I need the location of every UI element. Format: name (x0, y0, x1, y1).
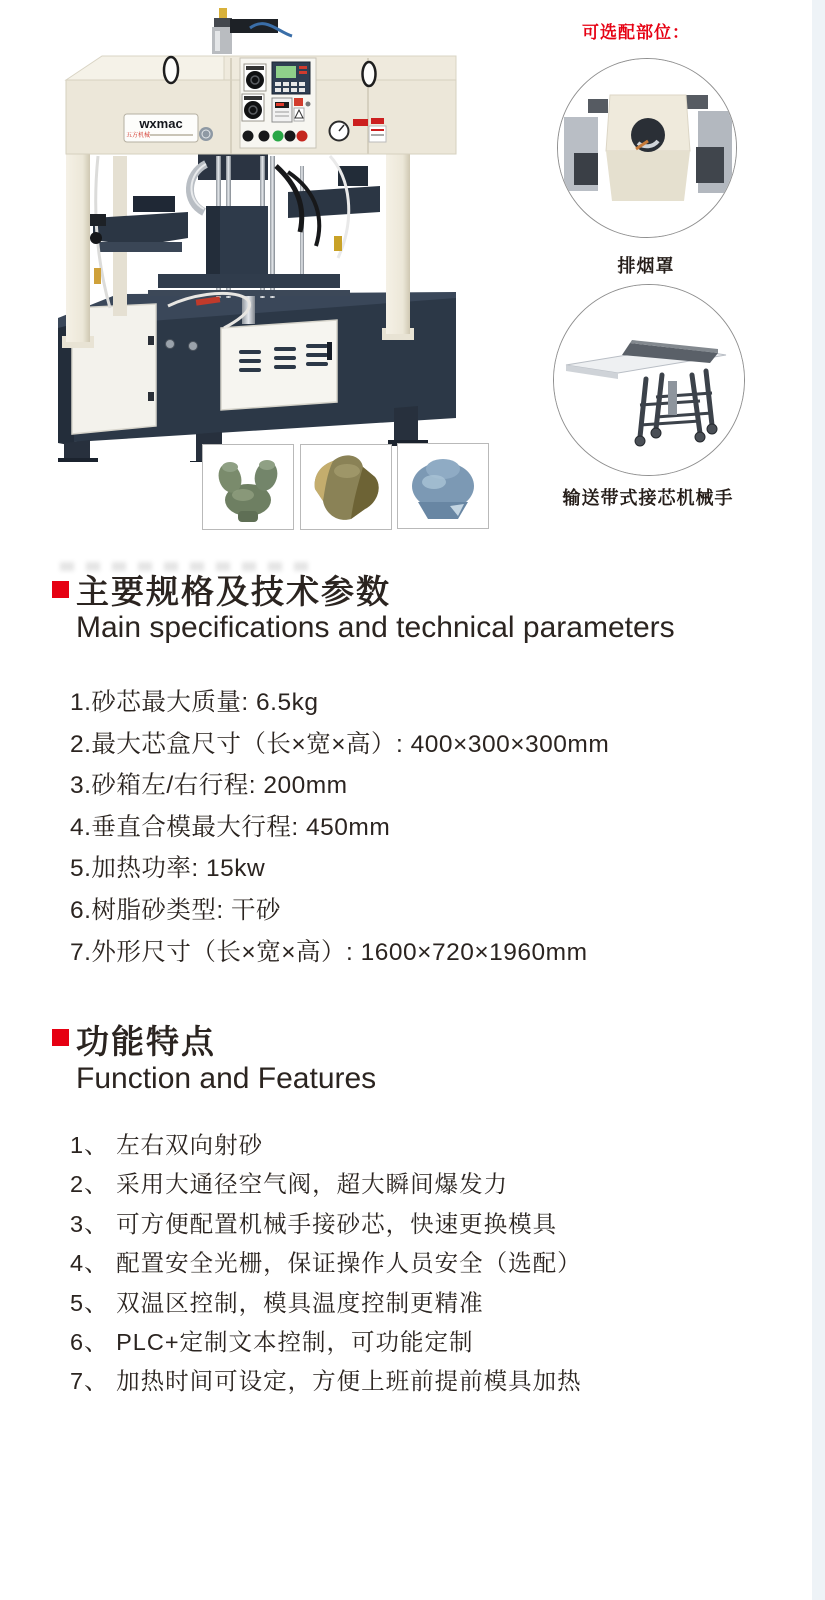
section-bullet-square (52, 1029, 69, 1046)
spec-item: 6.树脂砂类型: 干砂 (70, 896, 282, 924)
sand-core-thumb-3 (397, 443, 489, 529)
specs-title-zh: 主要规格及技术参数 (76, 573, 391, 610)
spec-item: 7.外形尺寸（长×宽×高）: 1600×720×1960mm (70, 938, 588, 966)
spec-item: 5.加热功率: 15kw (70, 855, 266, 883)
warning-sticker-small (294, 98, 303, 106)
features-title-zh: 功能特点 (76, 1023, 216, 1060)
optional-parts-title: 可选配部位： (582, 23, 690, 42)
temp-controller (272, 98, 292, 122)
spec-item: 3.砂箱左/右行程: 200mm (70, 772, 348, 800)
conveyor-manipulator-label: 输送带式接芯机械手 (562, 488, 734, 508)
spec-list (70, 682, 750, 973)
feature-item: 1、 左右双向射砂 (70, 1132, 264, 1158)
specs-title-en: Main specifications and technical parameters (76, 611, 675, 644)
sand-core-thumb-1 (202, 444, 294, 530)
section-bullet-square (52, 581, 69, 598)
spec-item: 1.砂芯最大质量: 6.5kg (70, 689, 319, 716)
feature-item: 6、 PLC+定制文本控制，可功能定制 (70, 1329, 474, 1356)
timer-dial-1 (246, 71, 264, 89)
brand-logo-text: wxmac (139, 116, 183, 131)
machine-photo (38, 6, 458, 462)
spec-item: 2.最大芯盒尺寸（长×宽×高）: 400×300×300mm (70, 730, 610, 758)
air-prep-unit (212, 8, 292, 54)
features-title-en: Function and Features (76, 1062, 377, 1095)
round-badge (199, 127, 213, 141)
feature-item: 3、 可方便配置机械手接砂芯，快速更换模具 (70, 1210, 558, 1237)
feature-list (70, 1126, 750, 1402)
key-switch (306, 102, 311, 107)
left-door-handle (164, 57, 178, 83)
brand-logo-sub: 五方机械 (125, 133, 151, 139)
feature-item: 2、 采用大通径空气阀，超大瞬间爆发力 (70, 1171, 509, 1198)
sand-core-thumb-2 (300, 444, 392, 530)
feature-item: 7、 加热时间可设定，方便上班前提前模具加热 (70, 1368, 582, 1395)
optional-part-photo-conveyor (553, 284, 745, 476)
right-door-handle (363, 62, 376, 86)
timer-dial-2 (244, 101, 262, 119)
pressure-gauge (330, 122, 349, 141)
feature-item: 4、 配置安全光栅，保证操作人员安全（选配） (70, 1250, 582, 1277)
machine-illustration (38, 6, 458, 462)
feature-item: 5、 双温区控制，模具温度控制更精准 (70, 1289, 484, 1316)
spec-item: 4.垂直合模最大行程: 450mm (70, 813, 391, 841)
control-panel (240, 58, 316, 148)
optional-part-photo-exhaust-hood (557, 58, 737, 238)
page-edge-strip (812, 0, 825, 1600)
exhaust-hood-label: 排烟罩 (617, 256, 675, 276)
